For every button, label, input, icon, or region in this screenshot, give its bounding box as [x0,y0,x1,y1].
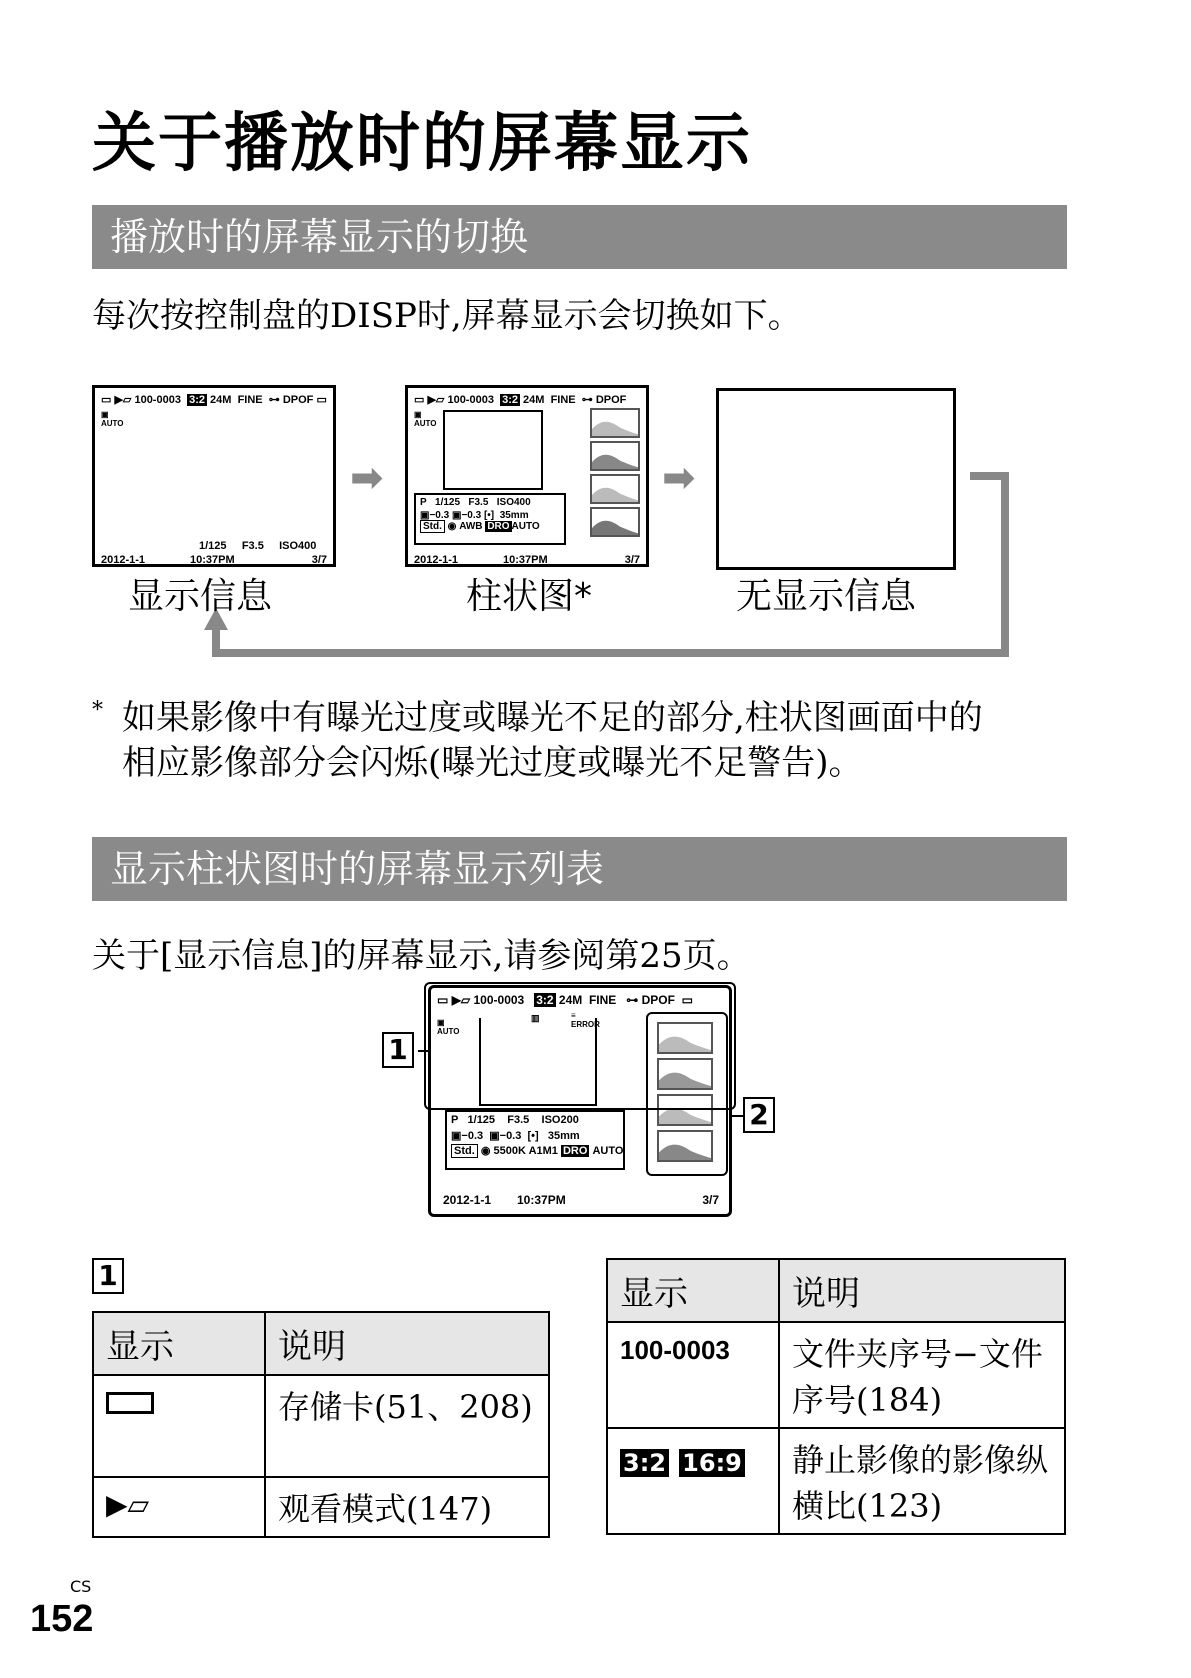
table-header: 说明 [265,1312,549,1375]
focal-length: 35mm [547,1130,580,1142]
file-number: 100-0003 [473,993,525,1007]
battery-icon: ▭ [681,993,693,1007]
arrow-right-icon: ➡ [662,455,696,501]
shutter-speed: 1/125 [467,1114,496,1126]
file-number: 100-0003 [447,394,494,406]
table-number: 1 [92,1258,124,1294]
exposure-comp: −0.3 [429,510,450,521]
callout-label-1 [382,1032,414,1068]
shutter-speed: 1/125 [435,497,461,508]
callout-label-2 [743,1097,775,1133]
table-cell-icon [93,1375,265,1477]
region-2-outline [646,1012,728,1176]
white-balance: 5500K A1M1 [493,1145,558,1157]
auto-label: AUTO [101,419,124,428]
date: 2012-1-1 [101,554,146,566]
footnote-line-2: 相应影像部分会闪烁(曝光过度或曝光不足警告)。 [122,743,863,783]
image-count: 3/7 [624,554,640,566]
creative-style: Std. [420,520,445,533]
date: 2012-1-1 [443,1193,492,1207]
table-header: 说明 [779,1259,1065,1322]
table-row [607,1322,1065,1428]
caption-no-info: 无显示信息 [736,576,917,617]
table-cell-icon [93,1477,265,1537]
date: 2012-1-1 [414,554,459,566]
dro-label: DRO [562,1145,588,1157]
exposure-comp: −0.3 [461,1130,484,1142]
mode: P [451,1114,459,1126]
table-header: 显示 [607,1259,779,1322]
scene-icon: ▣ AUTO [414,410,437,428]
section1-intro: 每次按控制盘的DISP时,屏幕显示会切换如下。 [92,296,802,336]
footnote-line-1: 如果影像中有曝光过度或曝光不足的部分,柱状图画面中的 [122,698,983,738]
callout-number: 2 [743,1097,775,1133]
return-arrow [200,470,1020,660]
memory-card-icon: ▭ [101,394,112,406]
arrow-right-icon: ➡ [350,455,384,501]
aspect-3-2-icon: 3:2 [620,1449,669,1477]
section2-intro: 关于[显示信息]的屏幕显示,请参阅第25页。 [92,936,751,976]
table-cell-display [607,1428,779,1534]
aspect-ratio: 3:2 [189,394,205,406]
auto-label: AUTO [437,1027,460,1036]
table-header: 显示 [93,1312,265,1375]
histogram-luminance [590,408,640,438]
page-title: 关于播放时的屏幕显示 [92,107,752,181]
dro-value: AUTO [592,1145,624,1157]
dro-label: DRO [487,521,510,532]
flash-comp: −0.3 [499,1130,522,1142]
time: 10:37PM [190,554,235,566]
table-cell-desc: 静止影像的影像纵横比(123) [779,1428,1065,1534]
image-count: 3/7 [702,1193,719,1207]
aperture-value: F3.5 [507,1114,530,1126]
mode: P [420,497,427,508]
aperture-value: F3.5 [241,540,264,552]
histogram-red [590,441,640,471]
callout-line-2 [730,1115,743,1117]
scene-icon: ▣ AUTO [101,410,124,428]
image-quality: FINE [588,993,617,1007]
caption-display-info: 显示信息 [128,576,273,617]
page-number: 152 [30,1598,94,1640]
memory-card-icon [106,1392,154,1414]
error-label: ERROR [571,1020,600,1029]
protect-dpof: ⊶ DPOF [268,394,314,406]
image-size: 24M [558,993,583,1007]
image-size: 24M [210,394,232,406]
image-size: 24M [523,394,545,406]
language-code: CS [70,1577,92,1596]
view-mode-icon: ▶▱ [114,394,132,406]
callout-line-1 [418,1050,428,1052]
caption-histogram: 柱状图* [466,576,593,617]
aspect-ratio: 3:2 [536,993,554,1007]
aspect-16-9-icon: 16:9 [679,1449,745,1477]
aspect-ratio: 3:2 [502,394,518,406]
table-2 [606,1258,1066,1535]
table-1 [92,1311,550,1538]
flash-comp: −0.3 [461,510,482,521]
auto-label: AUTO [414,419,437,428]
shutter-speed: 1/125 [199,540,227,552]
table-cell-desc: 文件夹序号−文件序号(184) [779,1322,1065,1428]
view-mode-icon: ▶▱ [451,993,471,1007]
time: 10:37PM [503,554,548,566]
image-quality: FINE [550,394,576,406]
battery-icon: ▭ [316,394,327,406]
screen-topline [101,393,327,406]
table-cell-display: 100-0003 [607,1322,779,1428]
aperture-value: F3.5 [468,497,489,508]
table1-label [92,1258,124,1294]
table-cell-desc: 观看模式(147) [265,1477,549,1537]
focal-length: 35mm [499,510,529,521]
error-indicator: ≡ ERROR [571,1011,600,1029]
image-quality: FINE [237,394,263,406]
white-balance: AWB [459,521,483,532]
footnote-mark: * [92,698,103,723]
iso-value: ISO200 [541,1114,579,1126]
shooting-info-box: P 1/125 F3.5 ISO200 ▣−0.3 ▣−0.3 [•] 35mm Std. ◉ 5500K A1M1 DRO AUTO [445,1110,625,1170]
view-mode-icon: ▶▱ [106,1488,150,1521]
iso-value: ISO400 [279,540,317,552]
section-heading-list: 显示柱状图时的屏幕显示列表 [92,837,1067,901]
lock-icon: ▥ [531,1013,540,1023]
dro-value: AUTO [511,521,540,532]
time: 10:37PM [517,1193,566,1207]
image-count: 3/7 [311,554,327,566]
table-row [607,1428,1065,1534]
file-number: 100-0003 [134,394,181,406]
view-mode-icon: ▶▱ [427,394,445,406]
table-cell-desc: 存储卡(51、208) [265,1375,549,1477]
section-heading-switching: 播放时的屏幕显示的切换 [92,205,1067,269]
memory-card-icon: ▭ [414,394,425,406]
callout-number: 1 [382,1032,414,1068]
protect-dpof: ⊶ DPOF [581,394,627,406]
protect-dpof: ⊶ DPOF [626,993,675,1007]
iso-value: ISO400 [496,497,531,508]
memory-card-icon: ▭ [437,993,449,1007]
creative-style: Std. [451,1144,478,1158]
shooting-info-box: P 1/125 F3.5 ISO400 ▣−0.3 ▣−0.3 [•] 35mm Std. ◉ AWB DRO AUTO [414,493,566,545]
table-row [93,1375,549,1477]
scene-icon: ▣ AUTO [437,1018,460,1036]
table-row [93,1477,549,1537]
